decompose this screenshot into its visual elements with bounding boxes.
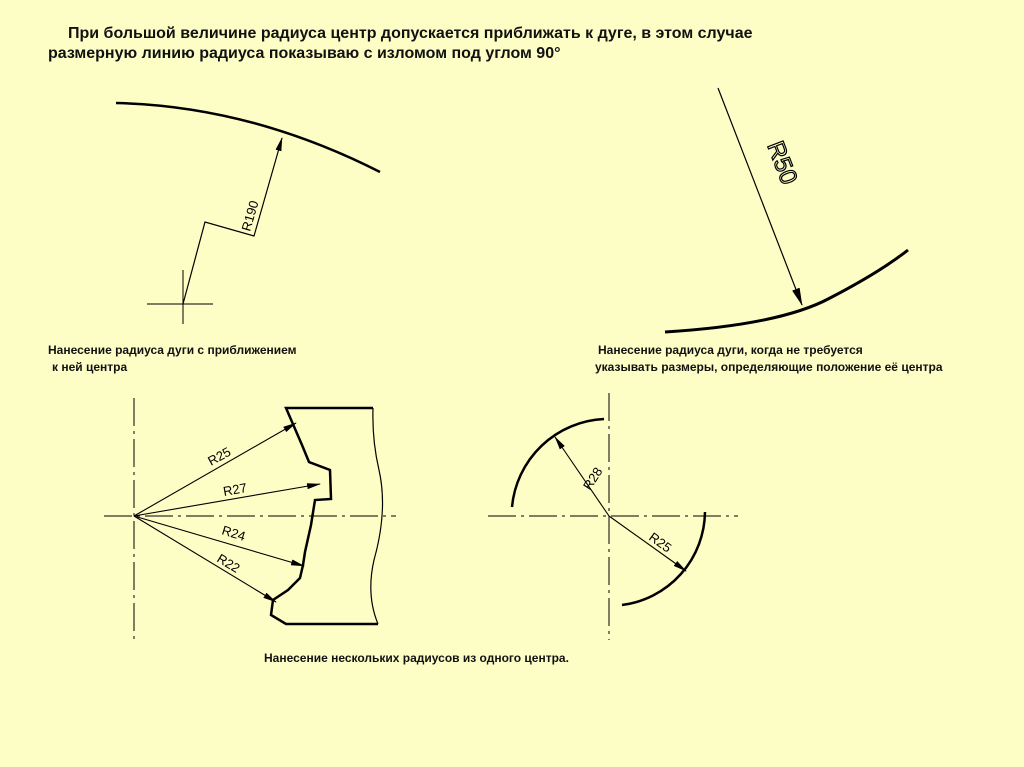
jogged-dimension-line xyxy=(183,138,282,304)
dim-label-r25: R25 xyxy=(205,443,234,469)
arc-r28 xyxy=(512,419,604,507)
caption-multiple-radii: Нанесение нескольких радиусов из одного центра. xyxy=(264,651,569,665)
heading-line-1: При большой величине радиуса центр допускается приближать к дуге, в этом случае xyxy=(68,25,753,42)
dim-label-r22: R22 xyxy=(214,550,243,576)
dim-label-r27: R27 xyxy=(221,480,249,499)
drawing-no-center xyxy=(665,88,908,332)
dimension-line-r50 xyxy=(718,88,802,305)
dim-label-r25-right: R25 xyxy=(646,529,675,556)
drawing-multi-radius-part xyxy=(104,398,396,640)
dim-label-r190: R190 xyxy=(238,198,262,233)
caption-no-center-line-2: указывать размеры, определяющие положение её центра xyxy=(595,360,943,374)
drawing-multi-radius-arcs xyxy=(488,393,738,640)
dim-line-r22 xyxy=(134,516,276,602)
caption-approach-line-2: к ней центра xyxy=(52,360,128,374)
drawing-approached-center xyxy=(116,103,380,324)
dim-label-r24: R24 xyxy=(220,522,248,544)
dim-label-r28: R28 xyxy=(579,464,606,493)
caption-approach-line-1: Нанесение радиуса дуги с приближением xyxy=(48,343,297,357)
caption-no-center-line-1: Нанесение радиуса дуги, когда не требуется xyxy=(598,343,863,357)
arc-r50 xyxy=(665,250,908,332)
arc-r25 xyxy=(622,512,705,605)
dim-label-r50: R50 xyxy=(761,137,803,189)
dim-line-r25-right xyxy=(609,516,686,571)
heading-line-2: размерную линию радиуса показываю с изломом под углом 90° xyxy=(48,45,561,62)
arc-r190 xyxy=(116,103,380,172)
